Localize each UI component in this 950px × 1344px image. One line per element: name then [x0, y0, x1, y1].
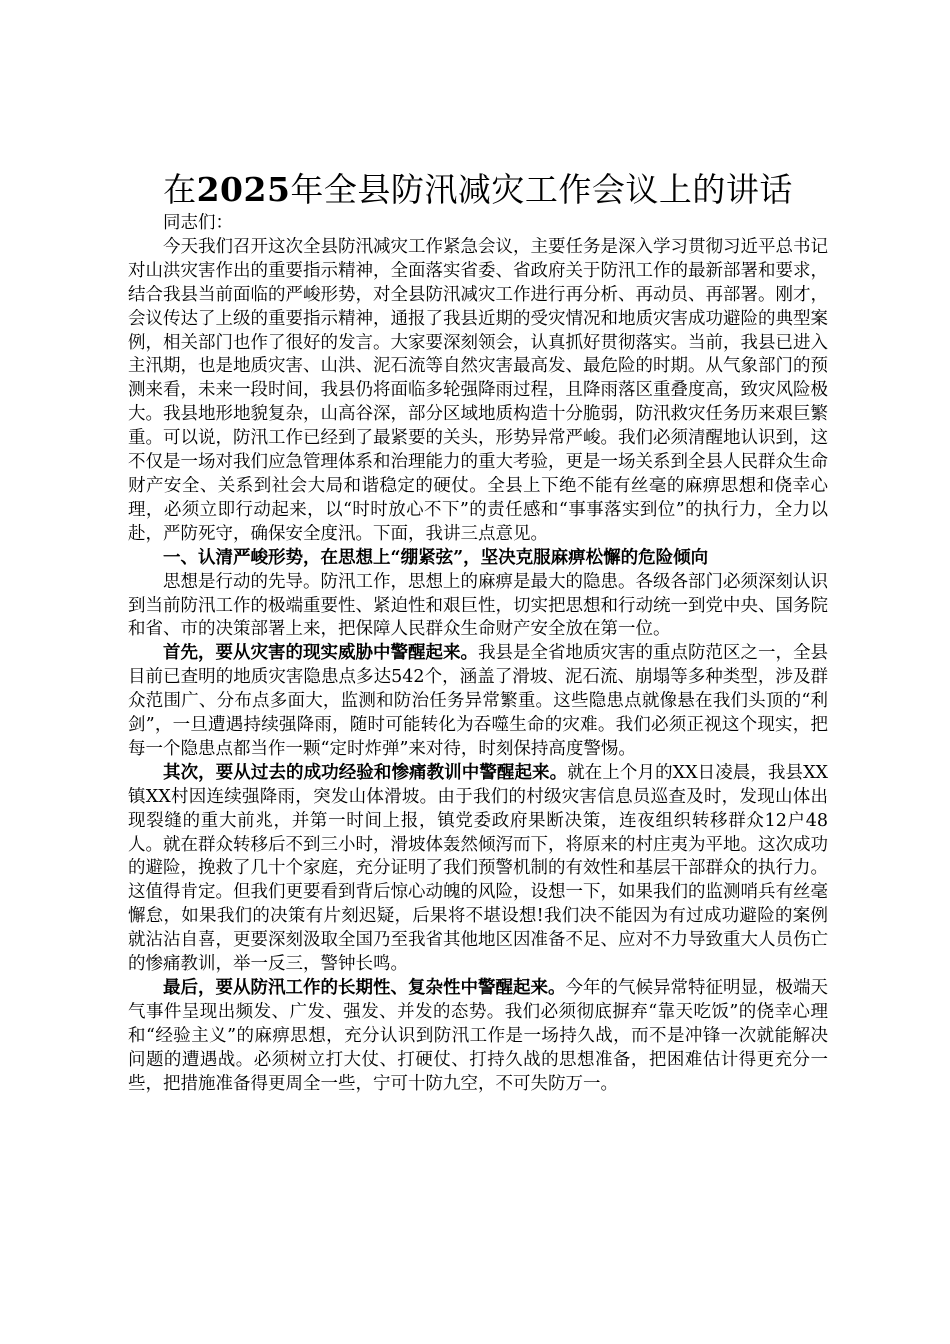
document-body	[128, 212, 828, 1097]
title-year: 2025	[196, 170, 291, 209]
intro-paragraph: 今天我们召开这次全县防汛减灾工作紧急会议，主要任务是深入学习贯彻习近平总书记对山洪灾害作出的重要指示精神，全面落实省委、省政府关于防汛工作的最新部署和要求，结合我县当前面临的严峻形势，对全县防汛减灾工作进行再分析、再动员、再部署。刚才，会议传达了上级的重要指示精神，通报了我县近期的受灾情况和地质灾害成功避险的典型案例，相关部门也作了很好的发言。大家要深刻领会，认真抓好贯彻落实。当前，我县已进入主汛期，也是地质灾害、山洪、泥石流等自然灾害最高发、最危险的时期。从气象部门的预测来看，未来一段时间，我县仍将面临多轮强降雨过程，且降雨落区重叠度高，致灾风险极大。我县地形地貌复杂，山高谷深，部分区域地质构造十分脆弱，防汛救灾任务历来艰巨繁重。可以说，防汛工作已经到了最紧要的关头，形势异常严峻。我们必须清醒地认识到，这不仅是一场对我们应急管理体系和治理能力的重大考验，更是一场关系到全县人民群众生命财产安全、关系到社会大局和谐稳定的硬仗。全县上下绝不能有丝毫的麻痹思想和侥幸心理，必须立即行动起来，以“时时放心不下”的责任感和“事事落实到位”的执行力，全力以赴，严防死守，确保安全度汛。下面，我讲三点意见。	[128, 236, 828, 544]
title-prefix: 在	[163, 170, 197, 209]
section-heading-1: 一、认清严峻形势，在思想上“绷紧弦”，坚决克服麻痹松懈的危险倾向	[163, 547, 709, 568]
point-2-text: 就在上个月的XX日凌晨，我县XX镇XX村因连续强降雨，突发山体滑坡。由于我们的村级灾害信息员巡查及时，发现山体出现裂缝的重大前兆，并第一时间上报，镇党委政府果断决策，连夜组织转移群众12户48人。就在群众转移后不到三小时，滑坡体轰然倾泻而下，将原来的村庄夷为平地。这次成功的避险，挽救了几十个家庭，充分证明了我们预警机制的有效性和基层干部群众的执行力。这值得肯定。但我们更要看到背后惊心动魄的风险，设想一下，如果我们的监测哨兵有丝毫懈怠，如果我们的决策有片刻迟疑，后果将不堪设想!我们决不能因为有过成功避险的案例就沾沾自喜，更要深刻汲取全国乃至我省其他地区因准备不足、应对不力导致重大人员伤亡的惨痛教训，举一反三，警钟长鸣。	[128, 762, 828, 975]
document-title	[128, 168, 828, 212]
point-3-lead: 最后，要从防汛工作的长期性、复杂性中警醒起来。	[163, 978, 566, 998]
point-2-paragraph	[128, 762, 828, 977]
point-1-lead: 首先，要从灾害的现实威胁中警醒起来。	[163, 643, 478, 664]
point-1-paragraph	[128, 642, 828, 762]
point-3-paragraph	[128, 977, 828, 1097]
document-page	[128, 168, 828, 1097]
point-2-lead: 其次，要从过去的成功经验和惨痛教训中警醒起来。	[163, 762, 568, 783]
point-3-text: 今年的气候异常特征明显，极端天气事件呈现出频发、广发、强发、并发的态势。我们必须彻底摒弃“靠天吃饭”的侥幸心理和“经验主义”的麻痹思想，充分认识到防汛工作是一场持久战，而不是冲锋一次就能解决问题的遭遇战。必须树立打大仗、打硬仗、打持久战的思想准备，把困难估计得更充分一些，把措施准备得更周全一些，宁可十防九空，不可失防万一。	[128, 978, 828, 1094]
section-1-paragraph: 思想是行动的先导。防汛工作，思想上的麻痹是最大的隐患。各级各部门必须深刻认识到当前防汛工作的极端重要性、紧迫性和艰巨性，切实把思想和行动统一到党中央、国务院和省、市的决策部署上来，把保障人民群众生命财产安全放在第一位。	[128, 571, 828, 640]
point-1-text: 我县是全省地质灾害的重点防范区之一，全县目前已查明的地质灾害隐患点多达542个，涵盖了滑坡、泥石流、崩塌等多种类型，涉及群众范围广、分布点多面大，监测和防治任务异常繁重。这些隐患点就像悬在我们头顶的“利剑”，一旦遭遇持续强降雨，随时可能转化为吞噬生命的灾难。我们必须正视这个现实，把每一个隐患点都当作一颗“定时炸弹”来对待，时刻保持高度警惕。	[128, 643, 828, 759]
title-suffix: 年全县防汛减灾工作会议上的讲话	[290, 170, 793, 209]
greeting: 同志们：	[163, 213, 233, 233]
